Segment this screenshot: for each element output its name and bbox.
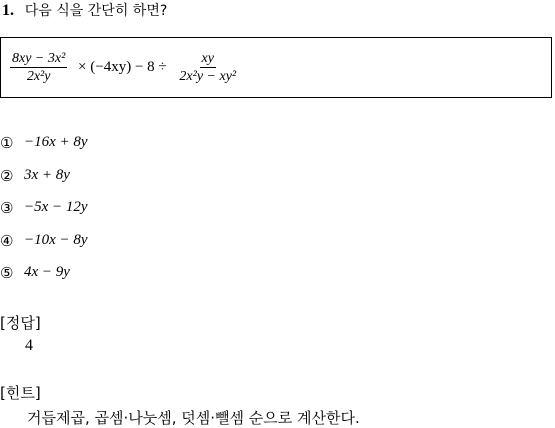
expression-box [0, 37, 552, 98]
choice-number: ⑤ [0, 264, 14, 282]
choice-item[interactable] [0, 134, 88, 167]
choice-expression: −10x − 8y [24, 231, 88, 248]
choice-number: ④ [0, 231, 14, 250]
fraction-1-denominator: 2x²y [26, 69, 51, 84]
choice-expression: −16x + 8y [24, 134, 88, 150]
fraction-1 [10, 51, 67, 84]
fraction-2-denominator: 2x²y − xy² [179, 69, 237, 84]
fraction-2 [177, 51, 238, 84]
math-expression [7, 51, 241, 84]
choice-number: ② [0, 166, 14, 185]
question-number: 1. [2, 2, 14, 19]
choice-list [0, 134, 88, 297]
choice-item[interactable] [0, 199, 88, 232]
expression-middle: × (−4xy) − 8 ÷ [74, 59, 171, 75]
choice-expression: 3x + 8y [24, 166, 70, 183]
hint-label: [힌트] [0, 384, 41, 402]
hint-text: 거듭제곱, 곱셈·나눗셈, 덧셈·뺄셈 순으로 계산한다. [27, 409, 360, 427]
fraction-2-numerator: xy [201, 51, 214, 66]
choice-item[interactable] [0, 167, 88, 200]
fraction-1-numerator: 8xy − 3x² [12, 51, 66, 66]
question-header [2, 0, 167, 20]
choice-expression: 4x − 9y [24, 264, 70, 280]
choice-item[interactable] [0, 232, 88, 265]
question-text: 다음 식을 간단히 하면? [24, 3, 168, 19]
choice-expression: −5x − 12y [24, 199, 88, 215]
answer-value: 4 [25, 337, 33, 354]
choice-number: ① [0, 134, 14, 152]
choice-item[interactable] [0, 264, 88, 297]
answer-label: [정답] [0, 314, 41, 332]
choice-number: ③ [0, 199, 14, 217]
